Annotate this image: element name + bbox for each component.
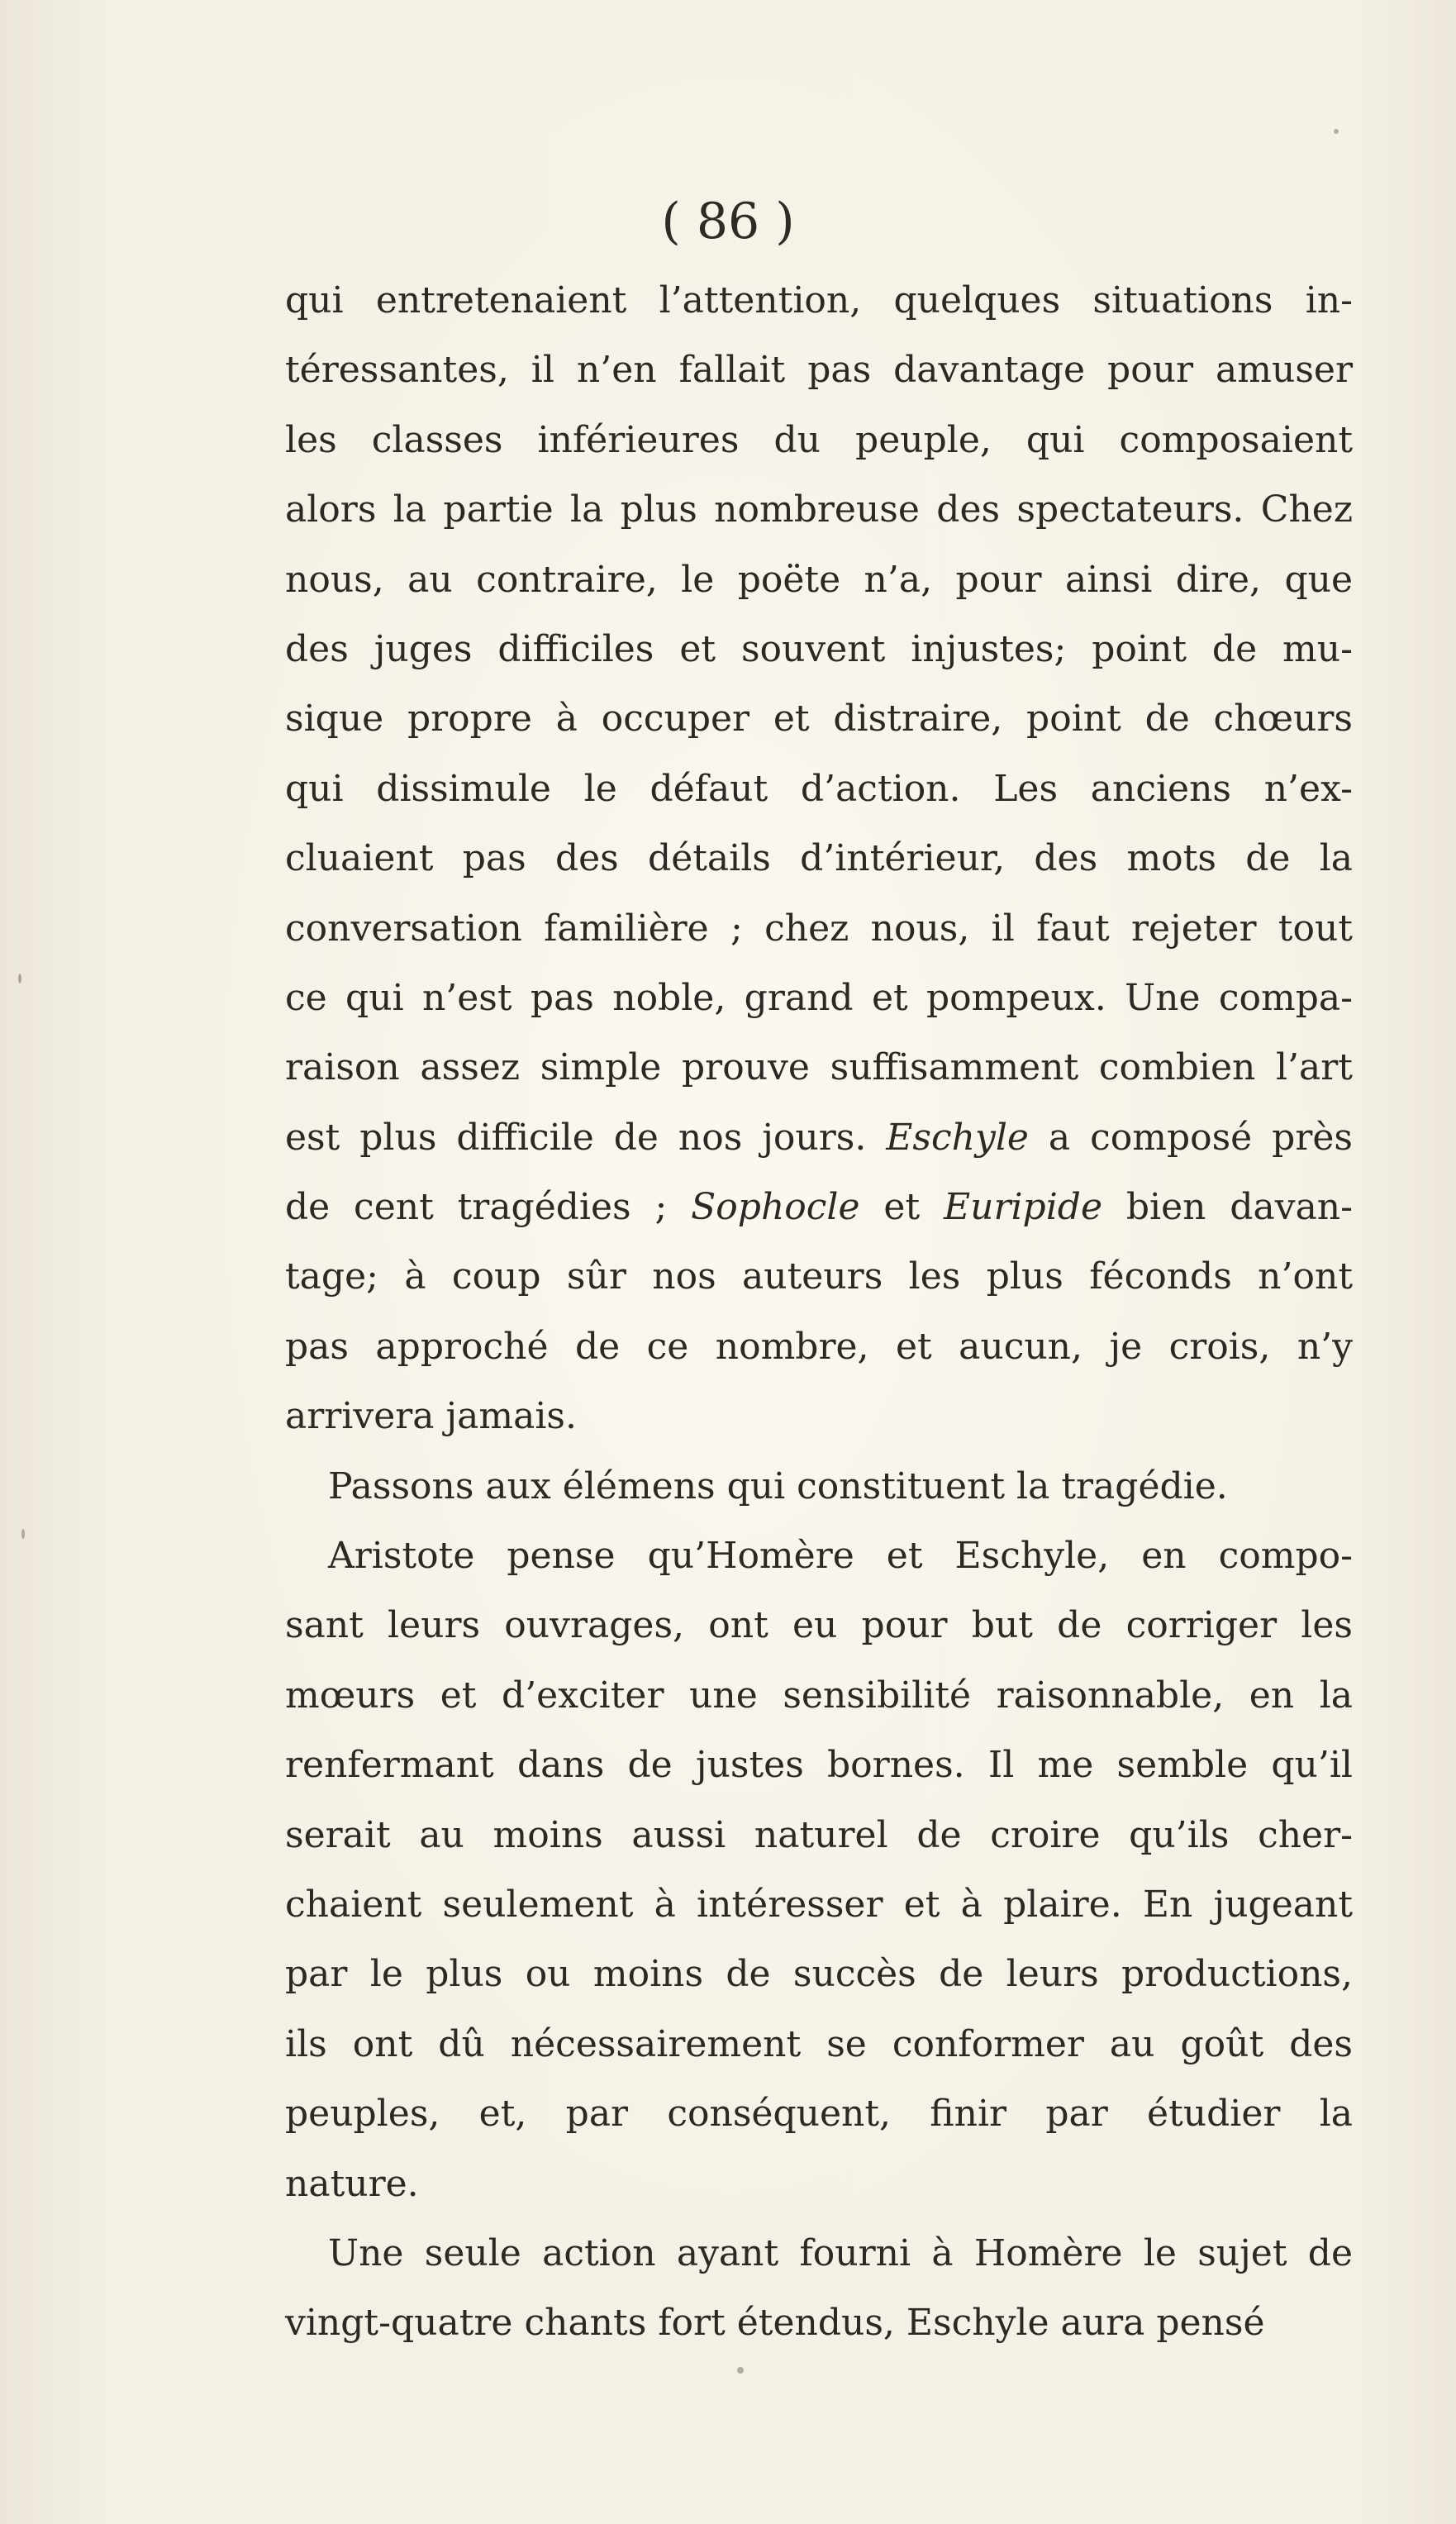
text-line xyxy=(285,1033,1353,1102)
text-line xyxy=(285,1242,1353,1312)
text-line xyxy=(285,1312,1353,1382)
text-segment: ce qui n’est pas noble, grand et pompeux. Une compa- xyxy=(285,976,1353,1019)
text-line xyxy=(285,824,1353,893)
text-line xyxy=(285,2150,1353,2219)
text-line xyxy=(285,2010,1353,2079)
text-segment: qui dissimule le défaut d’action. Les anciens n’ex- xyxy=(285,767,1353,810)
italic-name: Eschyle xyxy=(886,1116,1029,1159)
text-segment: mœurs et d’exciter une sensibilité raisonnable, en la xyxy=(285,1674,1353,1717)
text-segment: serait au moins aussi naturel de croire qu’ils cher- xyxy=(285,1813,1353,1856)
paper-speck xyxy=(1334,129,1339,134)
text-segment: peuples, et, par conséquent, finir par étudier la xyxy=(285,2093,1353,2136)
text-line xyxy=(285,964,1353,1033)
paper-speck xyxy=(21,1529,25,1539)
paper-speck xyxy=(737,2367,744,2374)
page-number: ( 86 ) xyxy=(661,193,795,250)
text-segment: sant leurs ouvrages, ont eu pour but de corriger les xyxy=(285,1604,1353,1647)
text-line xyxy=(285,1870,1353,1940)
text-line xyxy=(285,1452,1353,1522)
text-segment: les classes inférieures du peuple, qui composaient xyxy=(285,418,1353,461)
text-segment: bien davan- xyxy=(1102,1186,1354,1229)
text-segment: sique propre à occuper et distraire, point de chœurs xyxy=(285,698,1353,741)
text-line xyxy=(285,894,1353,964)
body-text xyxy=(285,266,1353,2359)
text-segment: arrivera jamais. xyxy=(285,1395,577,1438)
text-segment: nous, au contraire, le poëte n’a, pour ainsi dire, que xyxy=(285,558,1353,601)
text-segment: raison assez simple prouve suffisamment combien l’art xyxy=(285,1046,1353,1089)
text-line xyxy=(285,755,1353,824)
text-line xyxy=(285,1731,1353,1800)
text-line xyxy=(285,615,1353,684)
text-segment: pas approché de ce nombre, et aucun, je crois, n’y xyxy=(285,1325,1353,1368)
text-segment: Aristote pense qu’Homère et Eschyle, en compo- xyxy=(328,1535,1353,1578)
text-line xyxy=(285,1801,1353,1870)
text-line xyxy=(285,1940,1353,2009)
text-segment: conversation familière ; chez nous, il faut rejeter tout xyxy=(285,907,1353,950)
text-line xyxy=(285,1382,1353,1451)
text-line xyxy=(285,1173,1353,1242)
text-segment: téressantes, il n’en fallait pas davantage pour amuser xyxy=(285,349,1353,392)
text-segment: par le plus ou moins de succès de leurs productions, xyxy=(285,1953,1353,1996)
text-segment: cluaient pas des détails d’intérieur, des mots de la xyxy=(285,837,1353,880)
text-segment: ils ont dû nécessairement se conformer au goût des xyxy=(285,2022,1353,2065)
text-line xyxy=(285,545,1353,615)
text-segment: et xyxy=(859,1186,944,1229)
text-line xyxy=(285,1522,1353,1591)
text-line xyxy=(285,1661,1353,1731)
text-segment: a composé près xyxy=(1028,1116,1353,1159)
text-segment: Passons aux élémens qui constituent la tragédie. xyxy=(328,1464,1228,1507)
text-line xyxy=(285,2288,1353,2358)
text-line xyxy=(285,1591,1353,1660)
text-segment: de cent tragédies ; xyxy=(285,1186,692,1229)
text-line xyxy=(285,336,1353,405)
text-line xyxy=(285,266,1353,336)
text-line xyxy=(285,475,1353,545)
text-line xyxy=(285,2219,1353,2288)
text-segment: renfermant dans de justes bornes. Il me semble qu’il xyxy=(285,1744,1353,1787)
text-segment: chaient seulement à intéresser et à plaire. En jugeant xyxy=(285,1883,1353,1926)
italic-name: Euripide xyxy=(943,1186,1102,1229)
text-segment: Une seule action ayant fourni à Homère le sujet de xyxy=(328,2231,1353,2274)
text-line xyxy=(285,1103,1353,1173)
text-segment: vingt-quatre chants fort étendus, Eschyle aura pensé xyxy=(285,2302,1265,2345)
text-line xyxy=(285,406,1353,475)
text-segment: alors la partie la plus nombreuse des spectateurs. Chez xyxy=(285,488,1353,531)
text-segment: qui entretenaient l’attention, quelques situations in- xyxy=(285,279,1353,321)
text-line xyxy=(285,2079,1353,2149)
text-segment: nature. xyxy=(285,2162,419,2205)
text-segment: est plus difficile de nos jours. xyxy=(285,1116,887,1159)
paper-speck xyxy=(18,974,21,983)
text-segment: des juges difficiles et souvent injustes; point de mu- xyxy=(285,627,1353,670)
italic-name: Sophocle xyxy=(691,1186,860,1229)
text-segment: tage; à coup sûr nos auteurs les plus féconds n’ont xyxy=(285,1255,1353,1298)
text-line xyxy=(285,684,1353,754)
